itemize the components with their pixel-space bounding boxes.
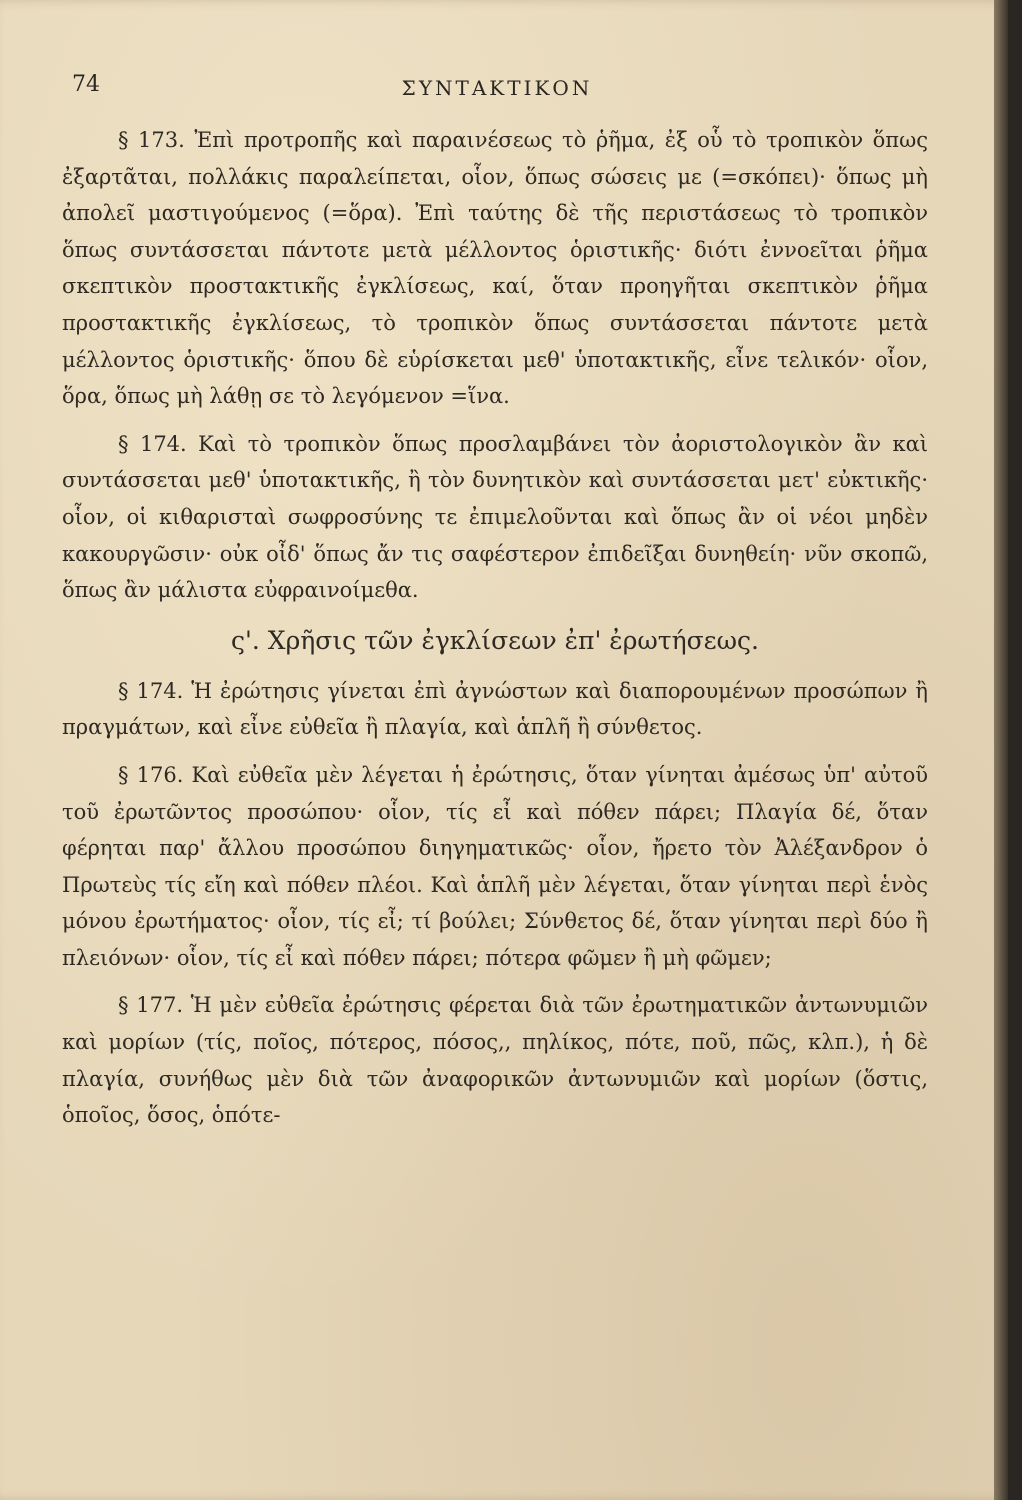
paragraph-174b: § 174. Ἡ ἐρώτησις γίνεται ἐπὶ ἀγνώστων καὶ διαπορουμένων προσώπων ἢ πραγμάτων, καὶ εἶνε εὐθεῖα ἢ πλαγία, καὶ ἁπλῆ ἢ σύνθετος. (62, 678, 928, 740)
page-edge-shadow (994, 0, 1008, 1500)
section-heading: ς'. Χρῆσις τῶν ἐγκλίσεων ἐπ' ἐρωτήσεως. (231, 625, 759, 655)
paragraph-177: § 177. Ἡ μὲν εὐθεῖα ἐρώτησις φέρεται διὰ τῶν ἐρωτηματικῶν ἀντωνυμιῶν καὶ μορίων (τίς, ποῖος, πότερος, πόσος,, πηλίκος, πότε, ποῦ, πῶς, κλπ.), ἡ δὲ πλαγία, συνήθως μὲν διὰ τῶν ἀναφορικῶν ἀντωνυμιῶν καὶ μορίων (ὅστις, ὁποῖος, ὅσος, ὁπότε- (62, 993, 928, 1128)
paragraph-176: § 176. Καὶ εὐθεῖα μὲν λέγεται ἡ ἐρώτησις, ὅταν γίνηται ἀμέσως ὑπ' αὐτοῦ τοῦ ἐρωτῶντος προσώπου· οἷον, τίς εἶ καὶ πόθεν πάρει; Πλαγία δέ, ὅταν φέρηται παρ' ἄλλου προσώπου διηγηματικῶς· οἷον, ἤρετο τὸν Ἀλέξανδρον ὁ Πρωτεὺς τίς εἴη καὶ πόθεν πλέοι. Καὶ ἁπλῆ μὲν λέγεται, ὅταν γίνηται περὶ ἑνὸς μόνου ἐρωτήματος· οἷον, τίς εἶ; τί βούλει; Σύνθετος δέ, ὅταν γίνηται περὶ δύο ἢ πλειόνων· οἷον, τίς εἶ καὶ πόθεν πάρει; πότερα φῶμεν ἢ μὴ φῶμεν; (62, 762, 928, 970)
page-header (72, 72, 922, 112)
running-head: ΣΥΝΤΑΚΤΙΚΟΝ (401, 76, 593, 100)
page-number: 74 (72, 72, 100, 97)
paragraph-173: § 173. Ἐπὶ προτροπῆς καὶ παραινέσεως τὸ ῥῆμα, ἐξ οὗ τὸ τροπικὸν ὅπως ἐξαρτᾶται, πολλάκις παραλείπεται, οἷον, ὅπως σώσεις με (=σκόπει)· ὅπως μὴ ἀπολεῖ μαστιγούμενος (=ὅρα). Ἐπὶ ταύτης δὲ τῆς περιστάσεως τὸ τροπικὸν ὅπως συντάσσεται πάντοτε μετὰ μέλλοντος ὁριστικῆς· διότι ἐννοεῖται ῥῆμα σκεπτικὸν προστακτικῆς ἐγκλίσεως, καί, ὅταν προηγῆται σκεπτικὸν ῥῆμα προστακτικῆς ἐγκλίσεως, τὸ τροπικὸν ὅπως συντάσσεται πάντοτε μετὰ μέλλοντος ὁριστικῆς· ὅπου δὲ εὑρίσκεται μεθ' ὑποτακτικῆς, εἶνε τελικόν· οἷον, ὅρα, ὅπως μὴ λάθῃ σε τὸ λεγόμενον =ἵνα. (62, 128, 928, 409)
body-text (62, 122, 928, 1134)
paragraph-174: § 174. Καὶ τὸ τροπικὸν ὅπως προσλαμβάνει τὸν ἀοριστολογικὸν ἂν καὶ συντάσσεται μεθ' ὑποτακτικῆς, ἢ τὸν δυνητικὸν καὶ συντάσσεται μετ' εὐκτικῆς· οἷον, οἱ κιθαρισταὶ σωφροσύνης τε ἐπιμελοῦνται καὶ ὅπως ἂν οἱ νέοι μηδὲν κακουργῶσιν· οὐκ οἶδ' ὅπως ἄν τις σαφέστερον ἐπιδεῖξαι δυνηθείη· νῦν σκοπῶ, ὅπως ἂν μάλιστα εὐφραινοίμεθα. (62, 431, 928, 603)
